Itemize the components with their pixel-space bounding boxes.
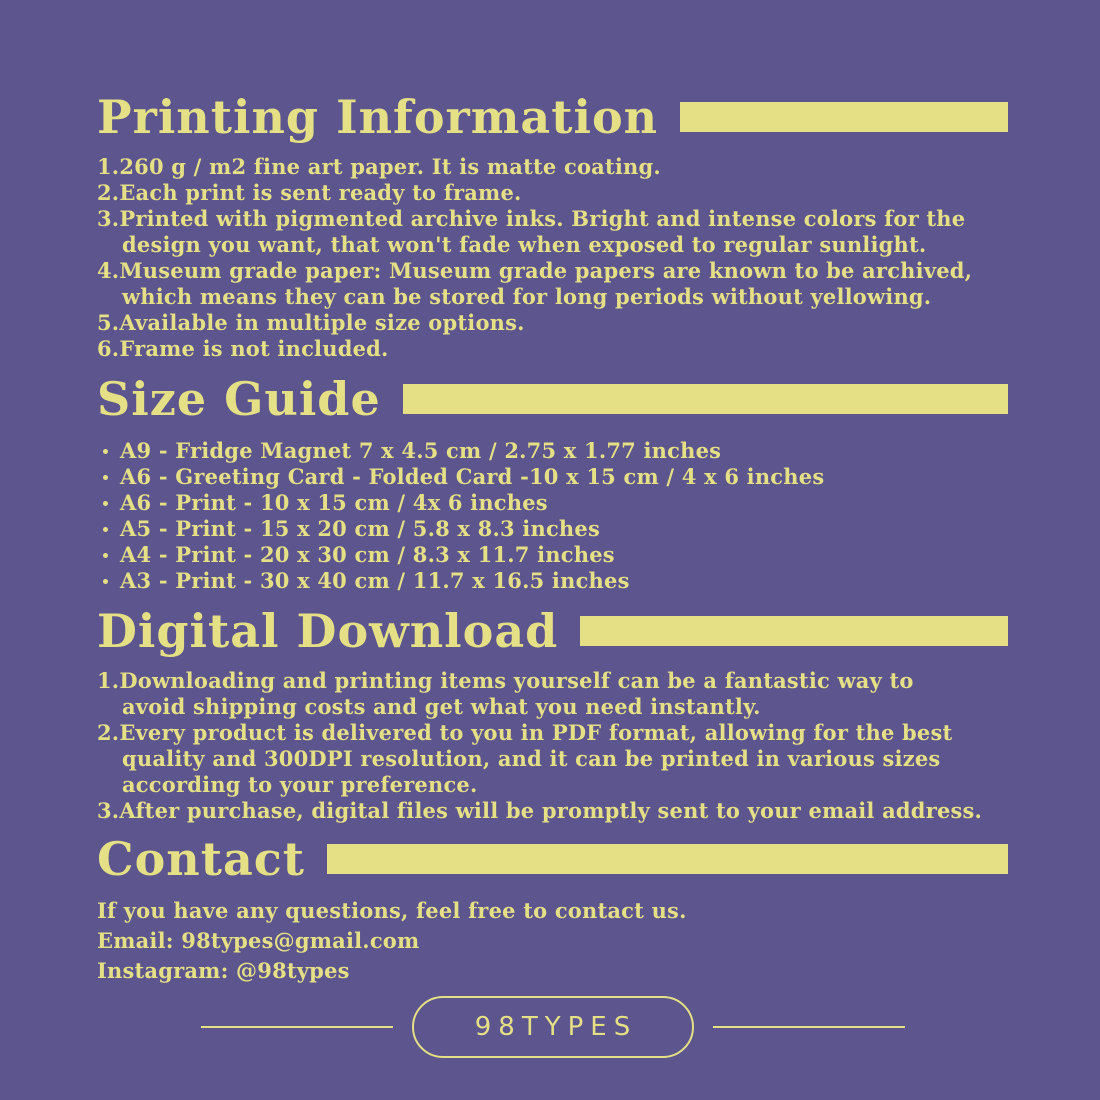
brand-badge: [412, 996, 694, 1058]
size-guide-title-bar: [403, 384, 1008, 414]
list-item: 4.Museum grade paper: Museum grade papers are known to be archived, which means they can be stored for long periods without yellowing.: [97, 258, 973, 309]
list-item: 2.Every product is delivered to you in PDF format, allowing for the best quality and 300DPI resolution, and it can be printed in various sizes according to your preference.: [97, 720, 953, 797]
section-contact-header: [97, 834, 1008, 884]
brand-name: 98TYPES: [474, 1012, 638, 1042]
section-printing-header: [97, 92, 1008, 142]
list-item: 1.Downloading and printing items yourself can be a fantastic way to avoid shipping costs and get what you need instantly.: [97, 668, 914, 719]
list-item: 1.260 g / m2 fine art paper. It is matte coating.: [97, 154, 661, 179]
size-guide-list: [97, 438, 1002, 594]
contact-block: [97, 896, 1008, 986]
size-guide-title: Size Guide: [97, 372, 381, 426]
list-item: A6 - Print - 10 x 15 cm / 4x 6 inches: [97, 490, 1002, 516]
list-item: A3 - Print - 30 x 40 cm / 11.7 x 16.5 inches: [97, 568, 1002, 594]
section-size-guide-header: [97, 374, 1008, 424]
contact-instagram: Instagram: @98types: [97, 958, 350, 983]
left-rule: [201, 1026, 393, 1028]
printing-list: [97, 154, 1002, 362]
list-item: 2.Each print is sent ready to frame.: [97, 180, 522, 205]
list-item: A4 - Print - 20 x 30 cm / 8.3 x 11.7 inches: [97, 542, 1002, 568]
list-item: A6 - Greeting Card - Folded Card -10 x 15 cm / 4 x 6 inches: [97, 464, 1002, 490]
contact-title: Contact: [97, 832, 306, 886]
contact-intro: If you have any questions, feel free to contact us.: [97, 898, 687, 923]
digital-title-bar: [580, 616, 1008, 646]
list-item: A9 - Fridge Magnet 7 x 4.5 cm / 2.75 x 1.77 inches: [97, 438, 1002, 464]
list-item: A5 - Print - 15 x 20 cm / 5.8 x 8.3 inches: [97, 516, 1002, 542]
digital-title: Digital Download: [97, 604, 559, 658]
printing-title-bar: [680, 102, 1008, 132]
printing-title: Printing Information: [97, 90, 659, 144]
footer: [97, 996, 1008, 1058]
list-item: 6.Frame is not included.: [97, 336, 389, 361]
list-item: 3.After purchase, digital files will be promptly sent to your email address.: [97, 798, 983, 823]
digital-list: [97, 668, 1002, 824]
contact-email: Email: 98types@gmail.com: [97, 928, 420, 953]
list-item: 3.Printed with pigmented archive inks. Bright and intense colors for the design you want, that won't fade when exposed to regular sunlight.: [97, 206, 966, 257]
right-rule: [713, 1026, 905, 1028]
contact-title-bar: [327, 844, 1008, 874]
section-digital-header: [97, 606, 1008, 656]
list-item: 5.Available in multiple size options.: [97, 310, 525, 335]
